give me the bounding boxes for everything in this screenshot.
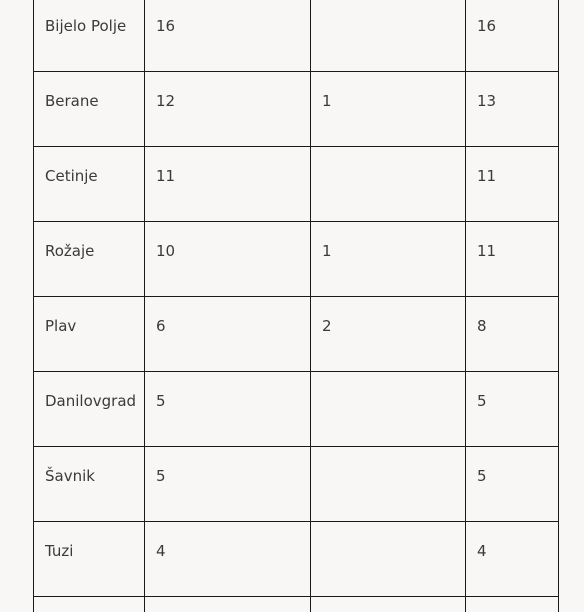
table-cell: 12 xyxy=(145,72,311,147)
table-row xyxy=(34,447,559,522)
table-row xyxy=(34,372,559,447)
table-cell: 10 xyxy=(145,222,311,297)
table-cell-total: 11 xyxy=(466,222,559,297)
table-cell-total: 5 xyxy=(466,372,559,447)
table-cell-municipality xyxy=(34,597,145,612)
table-cell-total xyxy=(466,597,559,612)
table-cell-municipality: Danilovgrad xyxy=(34,372,145,447)
table-row xyxy=(34,72,559,147)
table-cell xyxy=(311,597,466,612)
table-cell-total: 5 xyxy=(466,447,559,522)
table-row xyxy=(34,522,559,597)
table-cell-total: 11 xyxy=(466,147,559,222)
table-cell: 4 xyxy=(145,522,311,597)
table-cell: 11 xyxy=(145,147,311,222)
table-cell-total: 16 xyxy=(466,0,559,72)
table-cell: 1 xyxy=(311,222,466,297)
table-cell xyxy=(311,522,466,597)
table-cell xyxy=(145,597,311,612)
table-cell xyxy=(311,447,466,522)
table-cell: 6 xyxy=(145,297,311,372)
table-cell-total: 8 xyxy=(466,297,559,372)
table-cell: 5 xyxy=(145,447,311,522)
table-cell: 1 xyxy=(311,72,466,147)
table-cell-total: 4 xyxy=(466,522,559,597)
table-row xyxy=(34,147,559,222)
table-cell: 16 xyxy=(145,0,311,72)
table-cell-municipality: Bijelo Polje xyxy=(34,0,145,72)
table-cell-municipality: Cetinje xyxy=(34,147,145,222)
table-cell-municipality: Tuzi xyxy=(34,522,145,597)
table-cell xyxy=(311,147,466,222)
table-cell-total: 13 xyxy=(466,72,559,147)
table-row xyxy=(34,222,559,297)
table-cell: 5 xyxy=(145,372,311,447)
table-cell-municipality: Plav xyxy=(34,297,145,372)
table-cell xyxy=(311,0,466,72)
table-cell xyxy=(311,372,466,447)
table-cell-municipality: Berane xyxy=(34,72,145,147)
table-row xyxy=(34,297,559,372)
table-cell: 2 xyxy=(311,297,466,372)
table-cell-municipality: Šavnik xyxy=(34,447,145,522)
table-row xyxy=(34,597,559,612)
table-cell-municipality: Rožaje xyxy=(34,222,145,297)
municipality-table xyxy=(33,0,559,612)
table-row xyxy=(34,0,559,72)
